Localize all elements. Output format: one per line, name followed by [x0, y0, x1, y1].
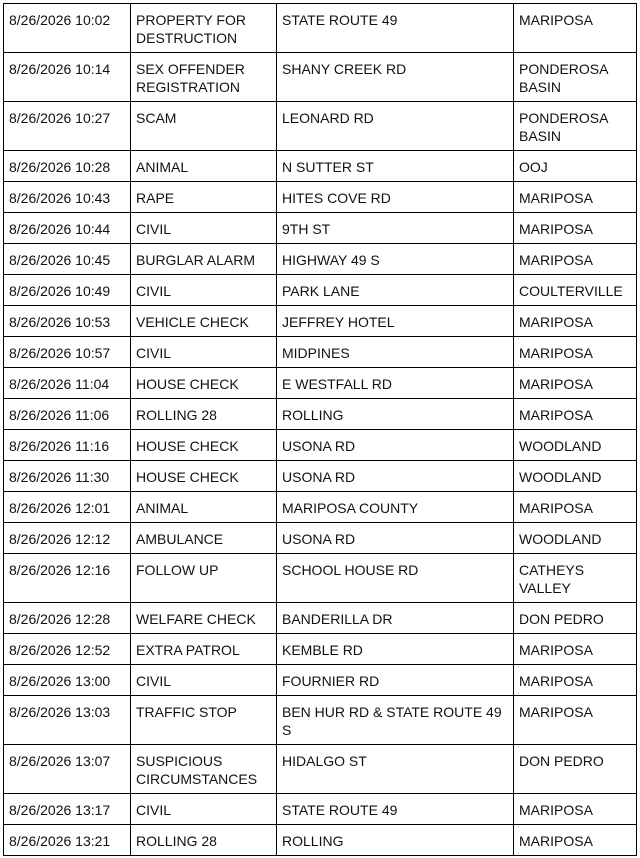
location-cell: N SUTTER ST: [277, 151, 514, 182]
location-cell: HIGHWAY 49 S: [277, 244, 514, 275]
location-cell: BEN HUR RD & STATE ROUTE 49 S: [277, 696, 514, 745]
table-row: [4, 554, 637, 603]
call-type-cell: CIVIL: [131, 275, 277, 306]
call-type-cell: ANIMAL: [131, 492, 277, 523]
datetime-cell: 8/26/2026 10:27: [4, 102, 131, 151]
area-cell: MARIPOSA: [514, 665, 637, 696]
area-cell: WOODLAND: [514, 430, 637, 461]
call-type-cell: PROPERTY FOR DESTRUCTION: [131, 4, 277, 53]
area-cell: MARIPOSA: [514, 825, 637, 856]
table-row: [4, 337, 637, 368]
area-cell: MARIPOSA: [514, 306, 637, 337]
call-log-table: [3, 3, 637, 856]
call-type-cell: HOUSE CHECK: [131, 430, 277, 461]
datetime-cell: 8/26/2026 11:30: [4, 461, 131, 492]
table-row: [4, 430, 637, 461]
table-row: [4, 4, 637, 53]
location-cell: USONA RD: [277, 523, 514, 554]
location-cell: LEONARD RD: [277, 102, 514, 151]
table-row: [4, 244, 637, 275]
datetime-cell: 8/26/2026 12:52: [4, 634, 131, 665]
table-row: [4, 306, 637, 337]
call-type-cell: VEHICLE CHECK: [131, 306, 277, 337]
datetime-cell: 8/26/2026 13:07: [4, 745, 131, 794]
area-cell: DON PEDRO: [514, 603, 637, 634]
datetime-cell: 8/26/2026 11:06: [4, 399, 131, 430]
area-cell: MARIPOSA: [514, 182, 637, 213]
table-row: [4, 794, 637, 825]
table-row: [4, 275, 637, 306]
location-cell: ROLLING: [277, 399, 514, 430]
datetime-cell: 8/26/2026 12:28: [4, 603, 131, 634]
location-cell: USONA RD: [277, 461, 514, 492]
datetime-cell: 8/26/2026 11:04: [4, 368, 131, 399]
datetime-cell: 8/26/2026 10:28: [4, 151, 131, 182]
call-type-cell: HOUSE CHECK: [131, 368, 277, 399]
area-cell: MARIPOSA: [514, 213, 637, 244]
call-type-cell: EXTRA PATROL: [131, 634, 277, 665]
table-row: [4, 492, 637, 523]
location-cell: HIDALGO ST: [277, 745, 514, 794]
area-cell: MARIPOSA: [514, 244, 637, 275]
call-type-cell: SCAM: [131, 102, 277, 151]
location-cell: SHANY CREEK RD: [277, 53, 514, 102]
area-cell: WOODLAND: [514, 523, 637, 554]
location-cell: STATE ROUTE 49: [277, 4, 514, 53]
table-row: [4, 53, 637, 102]
table-row: [4, 182, 637, 213]
location-cell: E WESTFALL RD: [277, 368, 514, 399]
datetime-cell: 8/26/2026 10:45: [4, 244, 131, 275]
area-cell: MARIPOSA: [514, 794, 637, 825]
location-cell: KEMBLE RD: [277, 634, 514, 665]
location-cell: SCHOOL HOUSE RD: [277, 554, 514, 603]
area-cell: OOJ: [514, 151, 637, 182]
area-cell: MARIPOSA: [514, 4, 637, 53]
table-row: [4, 368, 637, 399]
datetime-cell: 8/26/2026 10:53: [4, 306, 131, 337]
call-type-cell: CIVIL: [131, 337, 277, 368]
table-row: [4, 461, 637, 492]
location-cell: HITES COVE RD: [277, 182, 514, 213]
call-type-cell: ROLLING 28: [131, 399, 277, 430]
call-log-body: [4, 4, 637, 856]
table-row: [4, 399, 637, 430]
location-cell: BANDERILLA DR: [277, 603, 514, 634]
datetime-cell: 8/26/2026 13:00: [4, 665, 131, 696]
datetime-cell: 8/26/2026 13:17: [4, 794, 131, 825]
area-cell: MARIPOSA: [514, 696, 637, 745]
table-row: [4, 745, 637, 794]
area-cell: MARIPOSA: [514, 399, 637, 430]
area-cell: COULTERVILLE: [514, 275, 637, 306]
area-cell: MARIPOSA: [514, 337, 637, 368]
datetime-cell: 8/26/2026 10:43: [4, 182, 131, 213]
area-cell: MARIPOSA: [514, 634, 637, 665]
call-type-cell: ROLLING 28: [131, 825, 277, 856]
datetime-cell: 8/26/2026 13:21: [4, 825, 131, 856]
table-row: [4, 603, 637, 634]
table-row: [4, 102, 637, 151]
table-row: [4, 634, 637, 665]
datetime-cell: 8/26/2026 10:02: [4, 4, 131, 53]
call-type-cell: RAPE: [131, 182, 277, 213]
datetime-cell: 8/26/2026 12:16: [4, 554, 131, 603]
datetime-cell: 8/26/2026 13:03: [4, 696, 131, 745]
location-cell: MIDPINES: [277, 337, 514, 368]
datetime-cell: 8/26/2026 12:12: [4, 523, 131, 554]
table-row: [4, 523, 637, 554]
call-type-cell: FOLLOW UP: [131, 554, 277, 603]
area-cell: MARIPOSA: [514, 492, 637, 523]
call-type-cell: BURGLAR ALARM: [131, 244, 277, 275]
area-cell: PONDEROSA BASIN: [514, 102, 637, 151]
call-type-cell: TRAFFIC STOP: [131, 696, 277, 745]
datetime-cell: 8/26/2026 11:16: [4, 430, 131, 461]
location-cell: STATE ROUTE 49: [277, 794, 514, 825]
call-type-cell: SUSPICIOUS CIRCUMSTANCES: [131, 745, 277, 794]
datetime-cell: 8/26/2026 10:44: [4, 213, 131, 244]
table-row: [4, 151, 637, 182]
table-row: [4, 665, 637, 696]
area-cell: CATHEYS VALLEY: [514, 554, 637, 603]
call-type-cell: AMBULANCE: [131, 523, 277, 554]
call-type-cell: WELFARE CHECK: [131, 603, 277, 634]
location-cell: JEFFREY HOTEL: [277, 306, 514, 337]
datetime-cell: 8/26/2026 10:57: [4, 337, 131, 368]
call-type-cell: CIVIL: [131, 213, 277, 244]
datetime-cell: 8/26/2026 10:49: [4, 275, 131, 306]
location-cell: MARIPOSA COUNTY: [277, 492, 514, 523]
location-cell: FOURNIER RD: [277, 665, 514, 696]
call-type-cell: HOUSE CHECK: [131, 461, 277, 492]
call-type-cell: ANIMAL: [131, 151, 277, 182]
datetime-cell: 8/26/2026 10:14: [4, 53, 131, 102]
location-cell: 9TH ST: [277, 213, 514, 244]
call-type-cell: SEX OFFENDER REGISTRATION: [131, 53, 277, 102]
area-cell: DON PEDRO: [514, 745, 637, 794]
table-row: [4, 696, 637, 745]
call-type-cell: CIVIL: [131, 794, 277, 825]
area-cell: PONDEROSA BASIN: [514, 53, 637, 102]
table-row: [4, 213, 637, 244]
location-cell: ROLLING: [277, 825, 514, 856]
datetime-cell: 8/26/2026 12:01: [4, 492, 131, 523]
call-type-cell: CIVIL: [131, 665, 277, 696]
area-cell: WOODLAND: [514, 461, 637, 492]
area-cell: MARIPOSA: [514, 368, 637, 399]
location-cell: PARK LANE: [277, 275, 514, 306]
table-row: [4, 825, 637, 856]
location-cell: USONA RD: [277, 430, 514, 461]
